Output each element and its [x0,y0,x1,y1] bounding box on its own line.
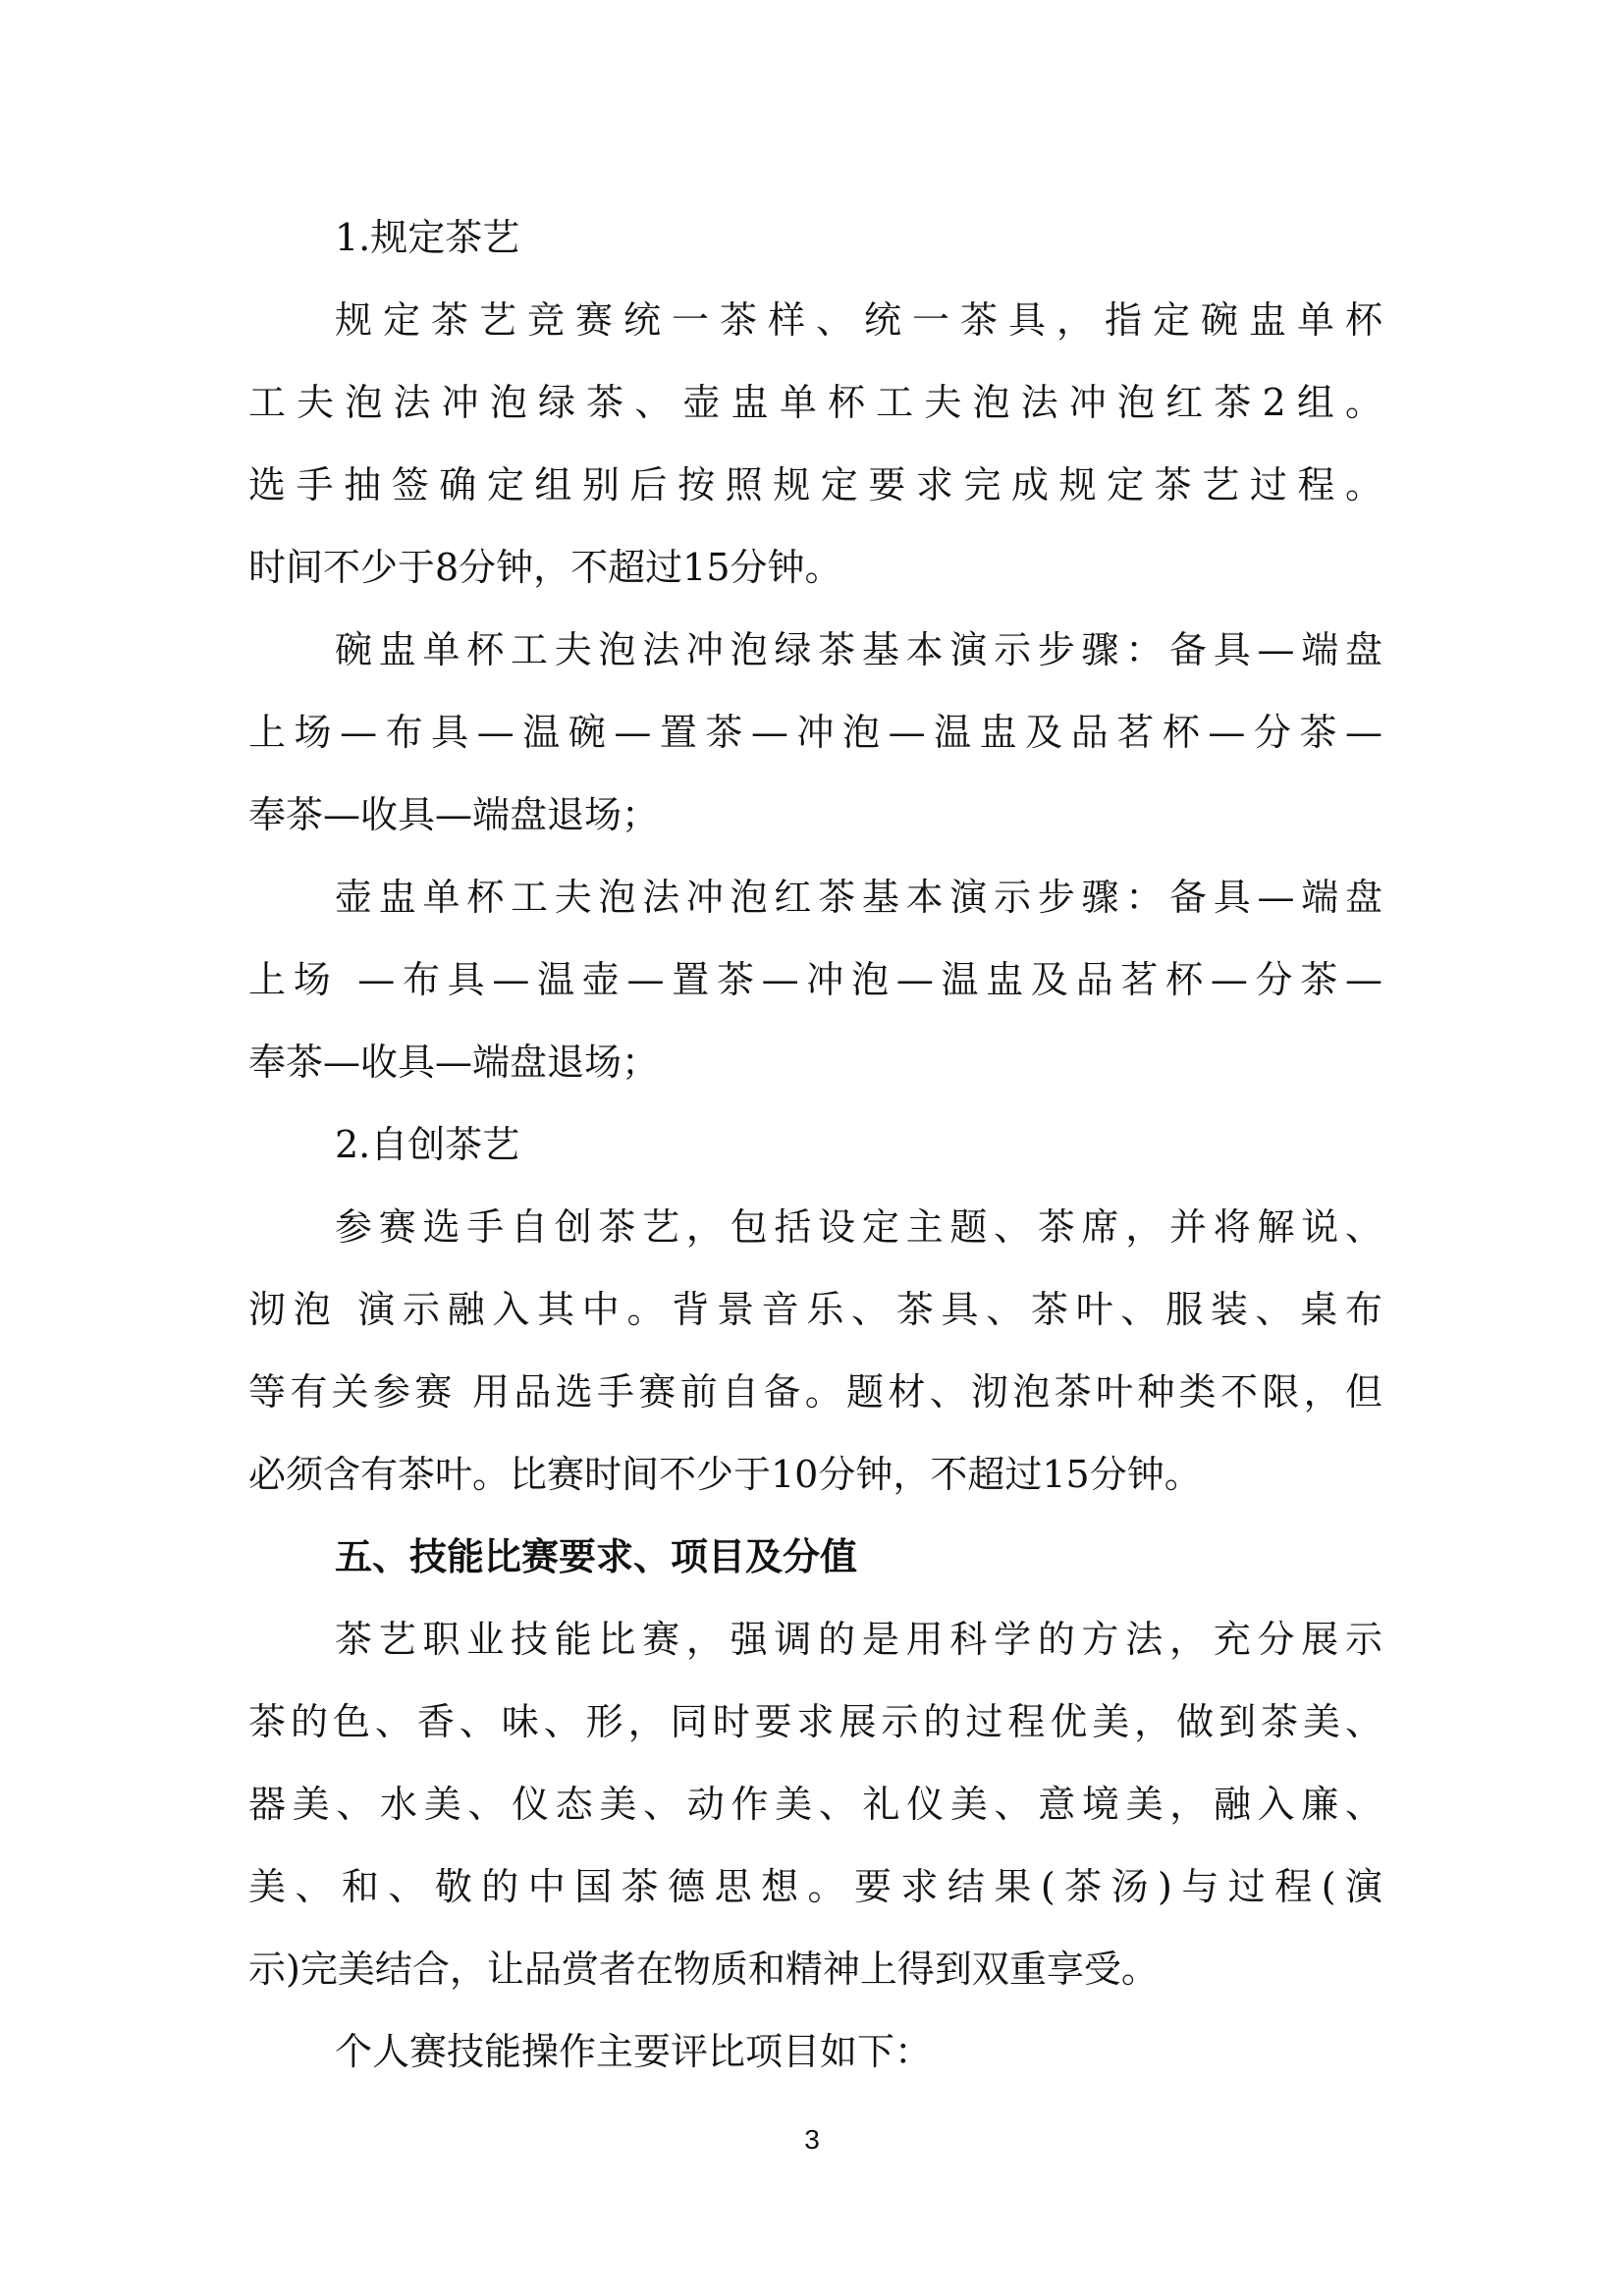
section-heading-3: 五、技能比赛要求、项目及分值 [335,1534,858,1578]
paragraph-1-line-2: 工夫泡法冲泡绿茶、壶盅单杯工夫泡法冲泡红茶2组。 [248,381,1382,424]
paragraph-4-line-2: 沏泡 演示融入其中。背景音乐、茶具、茶叶、服装、桌布 [248,1288,1382,1331]
paragraph-4-line-4: 必须含有茶叶。比赛时间不少于10分钟，不超过15分钟。 [248,1453,1202,1496]
paragraph-1-line-4: 时间不少于8分钟，不超过15分钟。 [248,546,842,589]
paragraph-5-line-2: 茶的色、香、味、形，同时要求展示的过程优美，做到茶美、 [248,1700,1382,1743]
document-body [248,196,1382,2093]
paragraph-3-line-2: 上场 —布具—温壶—置茶—冲泡—温盅及品茗杯—分茶— [248,958,1382,1001]
paragraph-2-line-3: 奉茶—收具—端盘退场； [248,793,660,836]
paragraph-2-line-2: 上场—布具—温碗—置茶—冲泡—温盅及品茗杯—分茶— [248,711,1382,754]
paragraph-2-line-1: 碗盅单杯工夫泡法冲泡绿茶基本演示步骤：备具—端盘 [335,628,1382,671]
paragraph-4-line-1: 参赛选手自创茶艺，包括设定主题、茶席，并将解说、 [335,1205,1382,1249]
section-heading-1: 1.规定茶艺 [335,216,520,259]
paragraph-3-line-3: 奉茶—收具—端盘退场； [248,1041,660,1084]
section-heading-2: 2.自创茶艺 [335,1123,520,1166]
page-number: 3 [804,2124,820,2155]
paragraph-6-line-1: 个人赛技能操作主要评比项目如下： [335,2030,933,2073]
paragraph-5-line-3: 器美、水美、仪态美、动作美、礼仪美、意境美，融入廉、 [248,1783,1382,1826]
paragraph-5-line-4: 美、和、敬的中国茶德思想。要求结果(茶汤)与过程(演 [248,1865,1382,1908]
paragraph-4-line-3: 等有关参赛 用品选手赛前自备。题材、沏泡茶叶种类不限，但 [248,1370,1382,1414]
paragraph-5-line-1: 茶艺职业技能比赛，强调的是用科学的方法，充分展示 [335,1618,1382,1661]
paragraph-1-line-1: 规定茶艺竞赛统一茶样、统一茶具，指定碗盅单杯 [335,298,1382,342]
paragraph-1-line-3: 选手抽签确定组别后按照规定要求完成规定茶艺过程。 [248,463,1382,507]
paragraph-3-line-1: 壶盅单杯工夫泡法冲泡红茶基本演示步骤：备具—端盘 [335,876,1382,919]
paragraph-5-line-5: 示)完美结合，让品赏者在物质和精神上得到双重享受。 [248,1948,1159,1991]
